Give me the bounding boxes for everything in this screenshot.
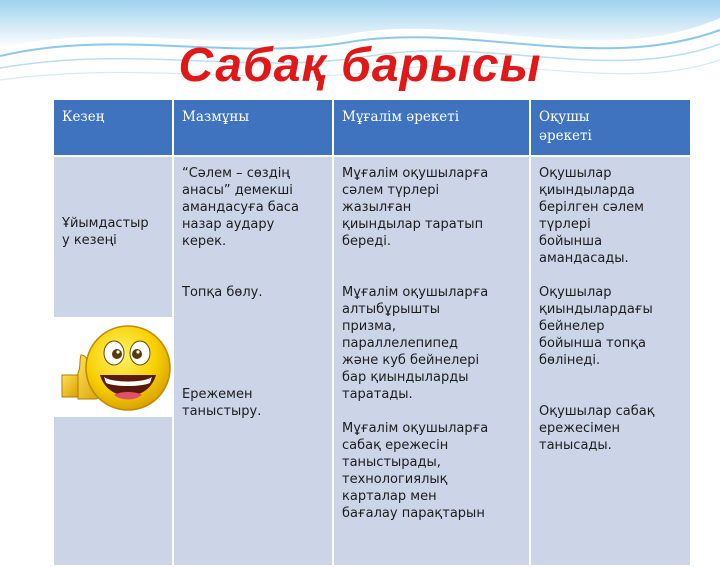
thumbs-up-smiley-icon bbox=[54, 317, 174, 417]
slide-title: Сабақ барысы bbox=[178, 39, 542, 92]
cell-content: “Сәлем – сөздің анасы” демекші амандасуға баса назар аудару керек. Топқа бөлу. Ережемен таныстыру. bbox=[173, 156, 333, 566]
header-student-action: Оқушы әрекеті bbox=[530, 99, 691, 156]
cell-stage bbox=[53, 156, 173, 566]
header-content: Мазмұны bbox=[173, 99, 333, 156]
header-teacher-action: Мұғалім әрекеті bbox=[333, 99, 530, 156]
table-header-row bbox=[53, 99, 691, 156]
stage-label: Ұйымдастыр у кезеңі bbox=[62, 216, 149, 248]
cell-teacher-action: Мұғалім оқушыларға сәлем түрлері жазылған қиындылар таратып береді. Мұғалім оқушыларға алтыбұрышты призма, параллелепипед және куб бейнелері бар қиындыларды таратады. Мұғалім оқушыларға сабақ ережесін таныстырады, технологиялық карталар мен бағалау парақтарын bbox=[333, 156, 530, 566]
cell-student-action: Оқушылар қиындыларда берілген сәлем түрлері бойынша амандасады. Оқушылар қиындылардағы бейнелер бойынша топқа бөлінеді. Оқушылар сабақ ережесімен танысады. bbox=[530, 156, 691, 566]
lesson-table bbox=[52, 98, 692, 567]
header-stage: Кезең bbox=[53, 99, 173, 156]
smiley-image bbox=[54, 317, 174, 417]
table-row bbox=[53, 156, 691, 566]
